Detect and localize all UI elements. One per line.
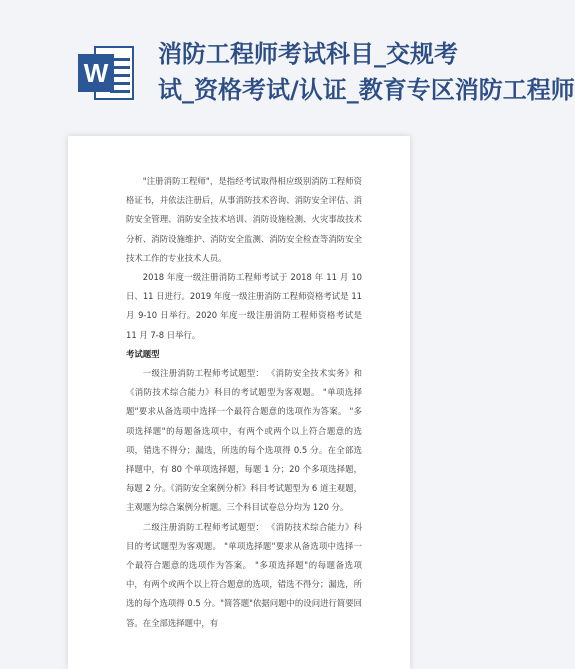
word-document-icon — [78, 42, 134, 104]
paragraph-exam-dates: 2018 年度一级注册消防工程师考试于 2018 年 11 月 10 日、11 日进行。2019 年度一级注册消防工程师资格考试是 11 月 9-10 日举行。2020 年度一级注册消防工程师资格考试是 11 月 7-8 日举行。 — [126, 272, 362, 340]
section-heading: 考试题型 — [126, 348, 160, 359]
word-w-badge: W — [78, 54, 114, 92]
paragraph-level2-types: 二级注册消防工程师考试题型： 《消防技术综合能力》科目的考试题型为客观题。 "单项选择题"要求从备选项中选择一个最符合题意的选项作为答案。 "多项选择题"的每题备选项中，有两个或两个以上符合题意的选项，错选不得分；漏选，所选的每个选项得 0.5 分。"简答题"依据问题中的设问进行简要回答。在全部选择题中，有 — [126, 521, 362, 628]
title-line-2: 试_资格考试/认证_教育专区消防工程师 — [158, 76, 575, 104]
document-page — [68, 136, 410, 669]
document-title — [158, 36, 575, 108]
document-banner — [0, 0, 575, 132]
paragraph-definition: "注册消防工程师"，是指经考试取得相应级别消防工程师资格证书，并依法注册后，从事消防技术咨询、消防安全评估、消防安全管理、消防安全技术培训、消防设施检测、火灾事故技术分析、消防设施维护、消防安全监测、消防安全检查等消防安全技术工作的专业技术人员。 — [126, 176, 362, 263]
title-line-1: 消防工程师考试科目_交规考 — [158, 40, 458, 68]
paragraph-level1-types: 一级注册消防工程师考试题型： 《消防安全技术实务》和《消防技术综合能力》科目的考试题型为客观题。 "单项选择题"要求从备选项中选择一个最符合题意的选项作为答案。 "多项选择题"的每题备选项中，有两个或两个以上符合题意的选项，错选不得分；漏选，所选的每个选项得 0.5 分。在全部选择题中，有 80 个单项选择题，每题 1 分；20 个多项选择题，每题 2 分。《消防安全案例分析》科目考试题型为 6 道主观题，主观题为综合案例分析题。三个科目试卷总分均为 120 分。 — [126, 368, 362, 513]
document-body — [126, 172, 362, 633]
